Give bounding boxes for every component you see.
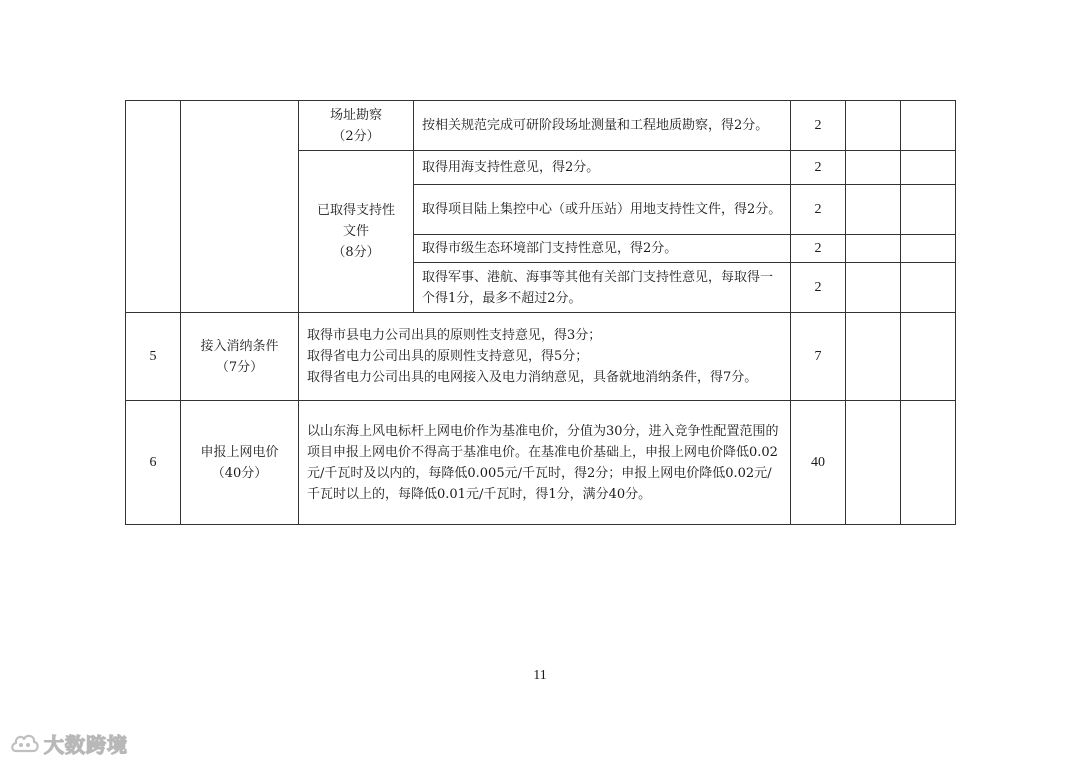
criteria-site-survey: 按相关规范完成可研阶段场址测量和工程地质勘察，得2分。: [414, 101, 791, 151]
score-eco-env: 2: [791, 235, 846, 263]
blank-cell: [846, 101, 901, 151]
score-land-use: 2: [791, 185, 846, 235]
blank-cell: [901, 235, 956, 263]
table-row: [126, 401, 956, 525]
blank-cell: [901, 101, 956, 151]
blank-cell: [901, 185, 956, 235]
table-row: [126, 313, 956, 401]
blank-cell: [846, 263, 901, 313]
criteria-bid-price: 以山东海上风电标杆上网电价作为基准电价，分值为30分，进入竞争性配置范围的项目申报上网电价不得高于基准电价。在基准电价基础上，申报上网电价降低0.02元/千瓦时及以内的，每降低0.005元/千瓦时，得2分；申报上网电价降低0.02元/千瓦时以上的，每降低0.01元/千瓦时，得1分，满分40分。: [299, 401, 791, 525]
item-grid-access: 接入消纳条件 （7分）: [181, 313, 299, 401]
blank-cell: [846, 151, 901, 185]
criteria-sea-use: 取得用海支持性意见，得2分。: [414, 151, 791, 185]
score-bid-price: 40: [791, 401, 846, 525]
score-other-depts: 2: [791, 263, 846, 313]
blank-cell: [901, 401, 956, 525]
criteria-other-depts: 取得军事、港航、海事等其他有关部门支持性意见，每取得一个得1分，最多不超过2分。: [414, 263, 791, 313]
score-site-survey: 2: [791, 101, 846, 151]
blank-cell: [901, 313, 956, 401]
row-index: 6: [126, 401, 181, 525]
blank-cell: [846, 185, 901, 235]
criteria-eco-env: 取得市级生态环境部门支持性意见，得2分。: [414, 235, 791, 263]
page-number: 11: [533, 668, 547, 683]
index-cell-empty: [126, 101, 181, 313]
score-grid-access: 7: [791, 313, 846, 401]
criteria-grid-access: 取得市县电力公司出具的原则性支持意见，得3分； 取得省电力公司出具的原则性支持意见，得5分； 取得省电力公司出具的电网接入及电力消纳意见，具备就地消纳条件，得7分。: [299, 313, 791, 401]
score-sea-use: 2: [791, 151, 846, 185]
cloud-logo-icon: [10, 729, 40, 757]
item-cell-empty: [181, 101, 299, 313]
blank-cell: [901, 151, 956, 185]
blank-cell: [901, 263, 956, 313]
subitem-support-docs: 已取得支持性 文件 （8分）: [299, 151, 414, 313]
subitem-site-survey: 场址勘察 （2分）: [299, 101, 414, 151]
blank-cell: [846, 401, 901, 525]
criteria-land-use: 取得项目陆上集控中心（或升压站）用地支持性文件，得2分。: [414, 185, 791, 235]
table-row: [126, 101, 956, 151]
blank-cell: [846, 235, 901, 263]
scoring-table: [125, 100, 956, 525]
blank-cell: [846, 313, 901, 401]
watermark: [10, 728, 128, 758]
row-index: 5: [126, 313, 181, 401]
watermark-text: 大数跨境: [44, 732, 128, 757]
item-bid-price: 申报上网电价 （40分）: [181, 401, 299, 525]
